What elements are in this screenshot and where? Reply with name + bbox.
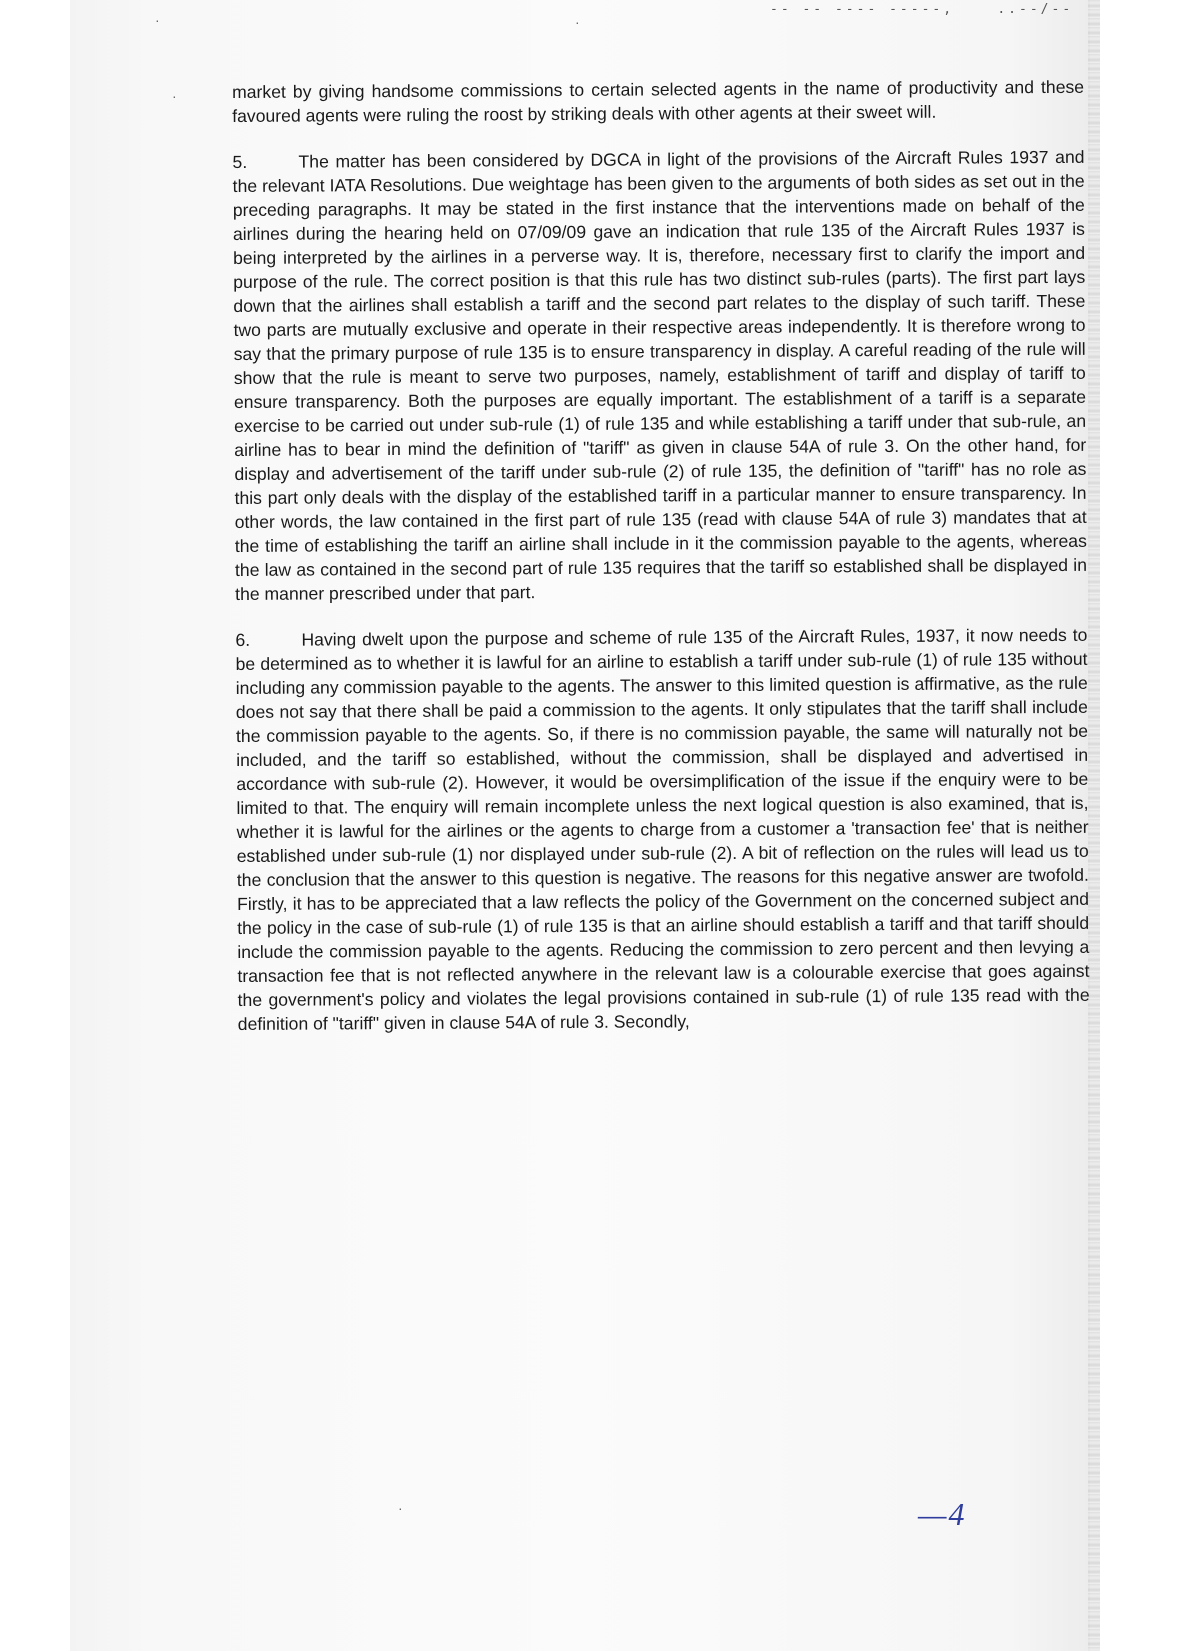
paragraph-number: 5.	[232, 151, 248, 172]
scan-speck: ·	[172, 88, 177, 104]
paragraph-6	[235, 623, 1089, 1036]
paragraph-text: market by giving handsome commissions to certain selected agents in the name of productivity and these favoured agents were ruling the roost by striking deals with other agents at their sweet will.	[232, 76, 1085, 126]
paragraph-continued	[232, 75, 1084, 128]
paper-edge	[1088, 0, 1100, 1651]
paragraph-text: Having dwelt upon the purpose and scheme of rule 135 of the Aircraft Rules, 1937, it now needs to be determined as to whether it is lawful for an airline to establish a tariff under sub-rule (1) of rule 135 without including any commission payable to the agents. The answer to this limited question is affirmative, as the rule does not say that there shall be paid a commission to the agents. It only stipulates that the tariff shall include the commission payable to the agents. So, if there is no commission payable, the same will naturally not be included, and the tariff so established, without the commission, shall be displayed and advertised in accordance with sub-rule (2). However, it would be oversimplification of the issue if the enquiry were to be limited to that. The enquiry will remain incomplete unless the next logical question is also examined, that is, whether it is lawful for the airlines or the agents to charge from a customer a 'transaction fee' that is neither established under sub-rule (1) nor displayed under sub-rule (2). A bit of reflection on the rules will lead us to the conclusion that the answer to this question is negative. The reasons for this negative answer are twofold. Firstly, it has to be appreciated that a law reflects the policy of the Government on the concerned subject and the policy in the case of sub-rule (1) of rule 135 is that an airline should establish a tariff and that tariff should include the commission payable to the agents. Reducing the commission to zero percent and then levying a transaction fee that is not reflected anywhere in the relevant law is a colourable exercise that goes against the government's policy and violates the legal provisions contained in sub-rule (1) of rule 135 read with the definition of "tariff" given in clause 54A of rule 3. Secondly,	[235, 624, 1090, 1034]
fax-header: -- -- ---- -----, ..--/--	[770, 2, 1074, 17]
scan-speck: ·	[398, 1500, 403, 1516]
handwritten-page-number: —4	[918, 1496, 967, 1532]
document-body	[232, 75, 1090, 1036]
paragraph-number: 6.	[235, 629, 251, 650]
paragraph-text: The matter has been considered by DGCA in light of the provisions of the Aircraft Rules 1937 and the relevant IATA Resolutions. Due weightage has been given to the arguments of both sides as set out in the preceding paragraphs. It may be stated in the first instance that the interventions made on behalf of the airlines during the hearing held on 07/09/09 gave an indication that rule 135 of the Aircraft Rules 1937 is being interpreted by the airlines in a perverse way. It is, therefore, necessary first to clarify the import and purpose of the rule. The correct position is that this rule has two distinct sub-rules (parts). The first part lays down that the airlines shall establish a tariff and the second part relates to the display of such tariff. These two parts are mutually exclusive and operate in their respective areas independently. It is therefore wrong to say that the primary purpose of rule 135 is to ensure transparency in display. A careful reading of the rule will show that the rule is meant to serve two purposes, namely, establishment of tariff and display of tariff to ensure transparency. Both the purposes are equally important. The establishment of a tariff is a separate exercise to be carried out under sub-rule (1) of rule 135 and while establishing a tariff under that sub-rule, an airline has to bear in mind the definition of "tariff" as given in clause 54A of rule 3. On the other hand, for display and advertisement of the tariff under sub-rule (2) of rule 135, the definition of "tariff" has no role as this part only deals with the display of the established tariff in a particular manner to ensure transparency. In other words, the law contained in the first part of rule 135 (read with clause 54A of rule 3) mandates that at the time of establishing the tariff an airline shall include in it the commission payable to the agents, whereas the law as contained in the second part of rule 135 requires that the tariff so established shall be displayed in the manner prescribed under that part.	[232, 146, 1088, 604]
paragraph-5	[232, 145, 1087, 606]
scan-speck: ·	[575, 14, 580, 30]
scan-speck: ·	[155, 12, 160, 28]
